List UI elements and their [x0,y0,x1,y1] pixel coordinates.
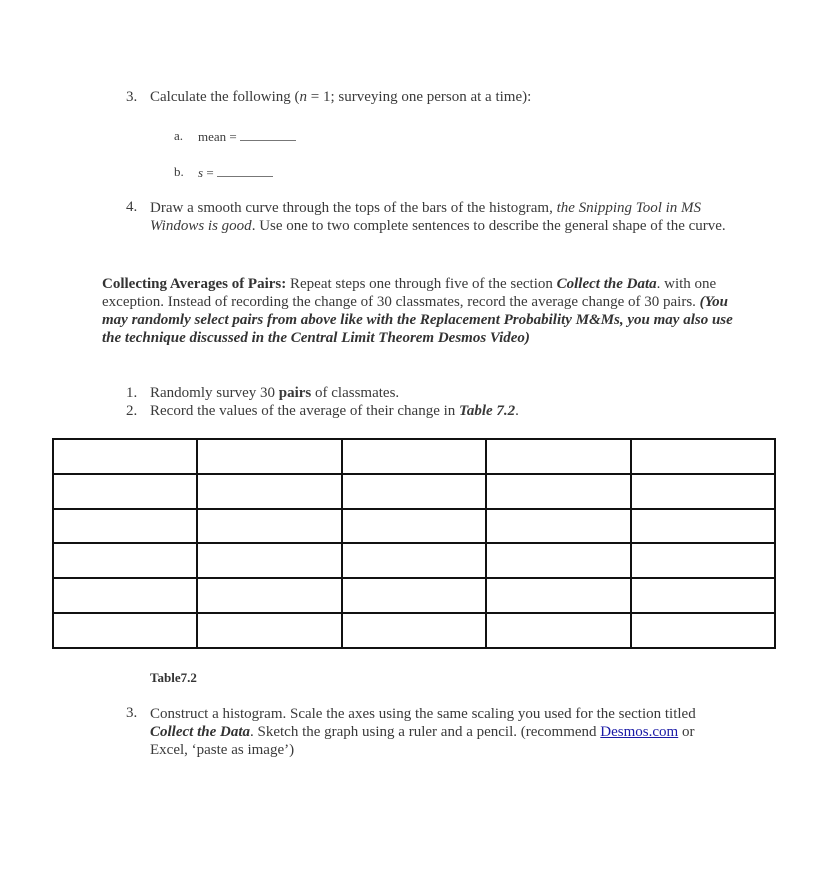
question-3-text [150,89,531,106]
mean-label: mean = [198,129,237,144]
table-row [53,613,775,648]
step-2-post: . [515,403,519,419]
question-4-text [150,199,740,235]
table-cell[interactable] [342,578,486,613]
averages-heading: Collecting Averages of Pairs: [102,276,287,292]
averages-bold-italic-2: (You may randomly select pairs from above like with the Replacement Probability M&Ms, you may also use the technique discussed in the Central Limit Theorem Desmos Video) [102,294,733,346]
step-2-number: 2. [126,403,138,419]
question-3-number: 3. [126,89,138,105]
table-cell[interactable] [342,543,486,578]
table-cell[interactable] [53,613,197,648]
table-cell[interactable] [197,439,341,474]
table-cell[interactable] [53,578,197,613]
table-cell[interactable] [53,439,197,474]
step-1-number: 1. [126,385,138,401]
table-caption: Table7.2 [150,670,197,685]
table-cell[interactable] [631,474,775,509]
table-cell[interactable] [486,613,630,648]
question-3b-number: 3. [126,705,138,721]
table-cell[interactable] [53,543,197,578]
question-4-italic: the Snipping Tool in MS Windows is good [150,200,702,234]
table-cell[interactable] [197,578,341,613]
question-3b-text [150,705,730,759]
table-cell[interactable] [53,509,197,544]
data-table [52,438,776,649]
question-4-end: . Use one to two complete sentences to describe the general shape of the curve. [251,218,726,234]
table-cell[interactable] [631,613,775,648]
step-1-pre: Randomly survey 30 [150,385,279,401]
s-answer-blank[interactable] [217,164,273,177]
question-3b-bold-italic: Collect the Data [150,724,250,740]
averages-bold-italic-1: Collect the Data [556,276,657,292]
item-a-mean [198,128,296,145]
step-2-pre: Record the values of the average of their change in [150,403,460,419]
question-3-suffix: = 1; surveying one person at a time): [307,89,532,105]
table-row [53,543,775,578]
table-row [53,474,775,509]
averages-paragraph [102,275,742,347]
step-2-text [150,403,519,420]
mean-answer-blank[interactable] [240,128,296,141]
table-cell[interactable] [342,509,486,544]
table-cell[interactable] [486,474,630,509]
table-cell[interactable] [631,439,775,474]
table-cell[interactable] [197,474,341,509]
question-3-prefix: Calculate the following ( [150,89,300,105]
step-1-text [150,385,399,402]
averages-text-1: Repeat steps one through five of the section [286,276,557,292]
table-cell[interactable] [631,578,775,613]
item-b-letter: b. [174,164,184,179]
table-cell[interactable] [486,578,630,613]
table-cell[interactable] [486,439,630,474]
desmos-link[interactable]: Desmos.com [600,724,679,740]
table-cell[interactable] [342,474,486,509]
question-4-number: 4. [126,199,138,215]
question-3b-text-1: Construct a histogram. Scale the axes using the same scaling you used for the section titled [150,706,696,722]
table-row [53,578,775,613]
averages-text-2: . with one exception. Instead of recording the change of 30 classmates, record the average change of 30 pairs. [102,276,717,310]
table-cell[interactable] [631,543,775,578]
table-cell[interactable] [486,509,630,544]
table-cell[interactable] [631,509,775,544]
table-cell[interactable] [197,543,341,578]
n-variable: n [299,89,308,105]
item-a-letter: a. [174,128,184,143]
step-1-post: of classmates. [311,385,400,401]
table-row [53,509,775,544]
table-cell[interactable] [342,439,486,474]
s-variable: s [198,165,204,180]
step-2-bold: Table 7.2 [459,403,516,419]
table-row [53,439,775,474]
question-4-start: Draw a smooth curve through the tops of the bars of the histogram, [150,200,557,216]
table-cell[interactable] [197,509,341,544]
s-equals: = [203,165,214,180]
step-1-bold: pairs [278,385,312,401]
table-cell[interactable] [342,613,486,648]
question-3b-text-3: or Excel, ‘paste as image’) [150,724,695,758]
table-cell[interactable] [486,543,630,578]
item-b-s [198,164,273,181]
question-3b-text-2: . Sketch the graph using a ruler and a pencil. (recommend [250,724,601,740]
table-cell[interactable] [53,474,197,509]
table-cell[interactable] [197,613,341,648]
